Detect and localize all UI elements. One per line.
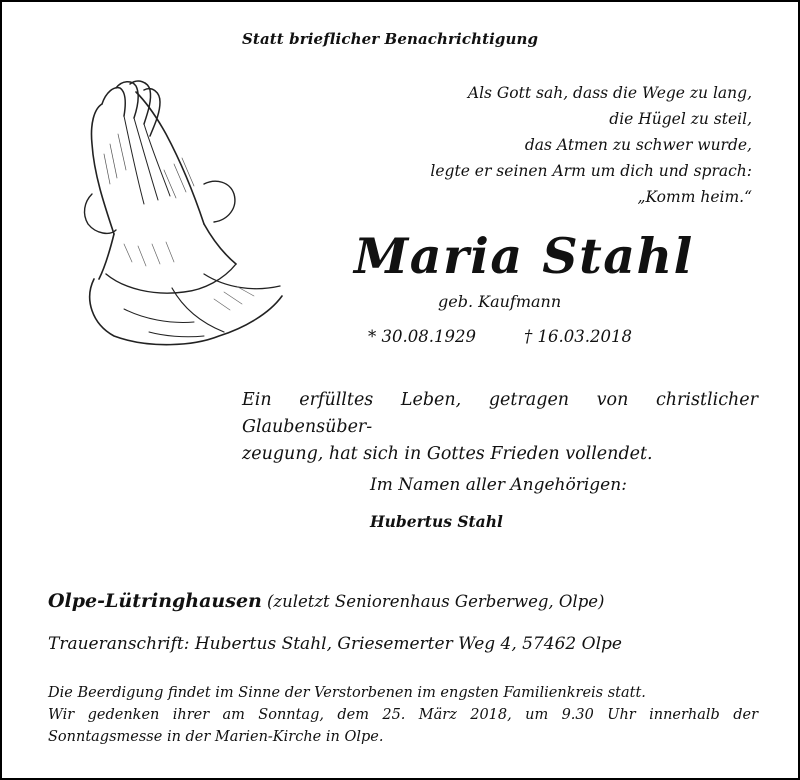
family-name: Hubertus Stahl [370, 512, 503, 531]
mourning-address: Traueranschrift: Hubertus Stahl, Griesemerter Weg 4, 57462 Olpe [48, 634, 622, 654]
funeral-info [48, 682, 758, 748]
birth-date: * 30.08.1929 [368, 327, 476, 346]
life-statement [242, 387, 758, 468]
poem-line: die Hügel zu steil, [609, 110, 752, 128]
poem-line: „Komm heim.“ [637, 188, 752, 206]
town-name: Olpe-Lütringhausen [48, 590, 262, 612]
notice-header: Statt brieflicher Benachrichtigung [242, 30, 539, 48]
funeral-info-line: Die Beerdigung findet im Sinne der Verstorbenen im engsten Familienkreis statt. [48, 685, 646, 701]
funeral-info-line: Wir gedenken ihrer am Sonntag, dem 25. März 2018, um 9.30 Uhr innerhalb der [48, 707, 758, 723]
town-line [48, 590, 604, 612]
poem-line: legte er seinen Arm um dich und sprach: [430, 162, 752, 180]
town-note: (zuletzt Seniorenhaus Gerberweg, Olpe) [266, 592, 605, 611]
maiden-name: geb. Kaufmann [438, 292, 562, 311]
life-statement-line: zeugung, hat sich in Gottes Frieden vollendet. [242, 444, 653, 464]
life-statement-line: Ein erfülltes Leben, getragen von christlicher Glaubensüber- [242, 390, 758, 437]
poem-line: das Atmen zu schwer wurde, [524, 136, 752, 154]
poem-line: Als Gott sah, dass die Wege zu lang, [467, 84, 752, 102]
death-date: † 16.03.2018 [524, 327, 632, 346]
family-label: Im Namen aller Angehörigen: [370, 475, 627, 495]
funeral-info-line: Sonntagsmesse in der Marien-Kirche in Olpe. [48, 729, 384, 745]
deceased-name: Maria Stahl [354, 227, 694, 285]
poem [372, 80, 752, 210]
praying-hands-icon [54, 74, 286, 354]
